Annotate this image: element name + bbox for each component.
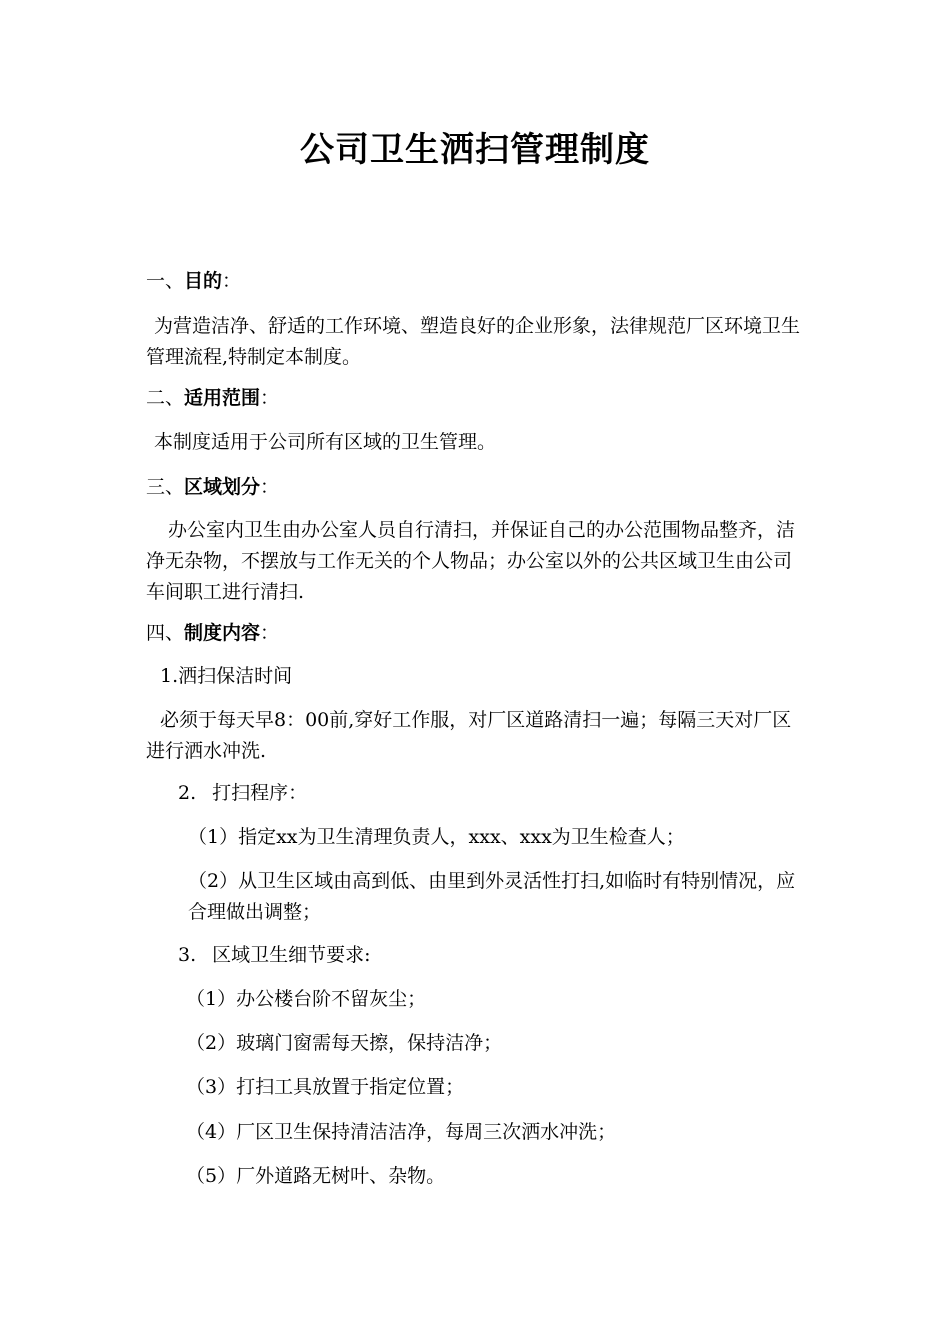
section-heading-text: 制度内容 [184,622,261,644]
paragraph-area-division: 办公室内卫生由办公室人员自行清扫，并保证自己的办公范围物品整齐，洁净无杂物，不摆放与工作无关的个人物品；办公室以外的公共区域卫生由公司车间职工进行清扫. [146,519,796,603]
heading-colon: ： [222,270,242,292]
subitem-requirement-5: （5）厂外道路无树叶、杂物。 [186,1165,446,1187]
subitem-requirement-4: （4）厂区卫生保持清洁洁净，每周三次洒水冲洗； [186,1121,617,1143]
paragraph-scope: 本制度适用于公司所有区域的卫生管理。 [154,431,497,453]
heading-colon: ： [260,387,280,409]
subitem-requirement-3: （3）打扫工具放置于指定位置； [186,1076,465,1098]
document-title: 公司卫生洒扫管理制度 [300,130,650,170]
section-heading-text: 适用范围 [184,387,261,409]
section-number: 三、 [146,476,185,498]
item-cleaning-time-label: 1.洒扫保洁时间 [160,665,293,687]
section-heading-scope [146,383,279,414]
subitem-requirement-1: （1）办公楼台阶不留灰尘； [186,988,427,1010]
section-heading-text: 区域划分 [184,476,261,498]
section-number: 二、 [146,387,185,409]
item-label: 打扫程序： [212,782,308,804]
section-number: 四、 [146,622,185,644]
section-heading-content [146,618,279,649]
section-heading-text: 目的 [184,270,223,292]
item-label: 区域卫生细节要求: [212,944,371,966]
item-cleaning-procedure [178,778,307,809]
subitem-procedure-2: （2）从卫生区域由高到低、由里到外灵活性打扫,如临时有特别情况，应合理做出调整； [188,870,796,923]
heading-colon: ： [260,622,280,644]
paragraph-purpose: 为营造洁净、舒适的工作环境、塑造良好的企业形象，法律规范厂区环境卫生管理流程,特制定本制度。 [146,315,801,368]
item-number: 2. [178,782,197,804]
section-number: 一、 [146,270,185,292]
section-heading-area-division [146,472,279,503]
subitem-procedure-1: （1）指定xx为卫生清理负责人，xxx、xxx为卫生检查人； [188,826,685,848]
item-cleaning-time-text: 必须于每天早8：00前,穿好工作服，对厂区道路清扫一遍；每隔三天对厂区进行洒水冲洗. [146,709,792,762]
subitem-requirement-2: （2）玻璃门窗需每天擦，保持洁净； [186,1032,503,1054]
item-detail-requirements [178,940,371,971]
heading-colon: ： [260,476,280,498]
section-heading-purpose [146,266,241,297]
item-number: 3. [178,944,197,966]
